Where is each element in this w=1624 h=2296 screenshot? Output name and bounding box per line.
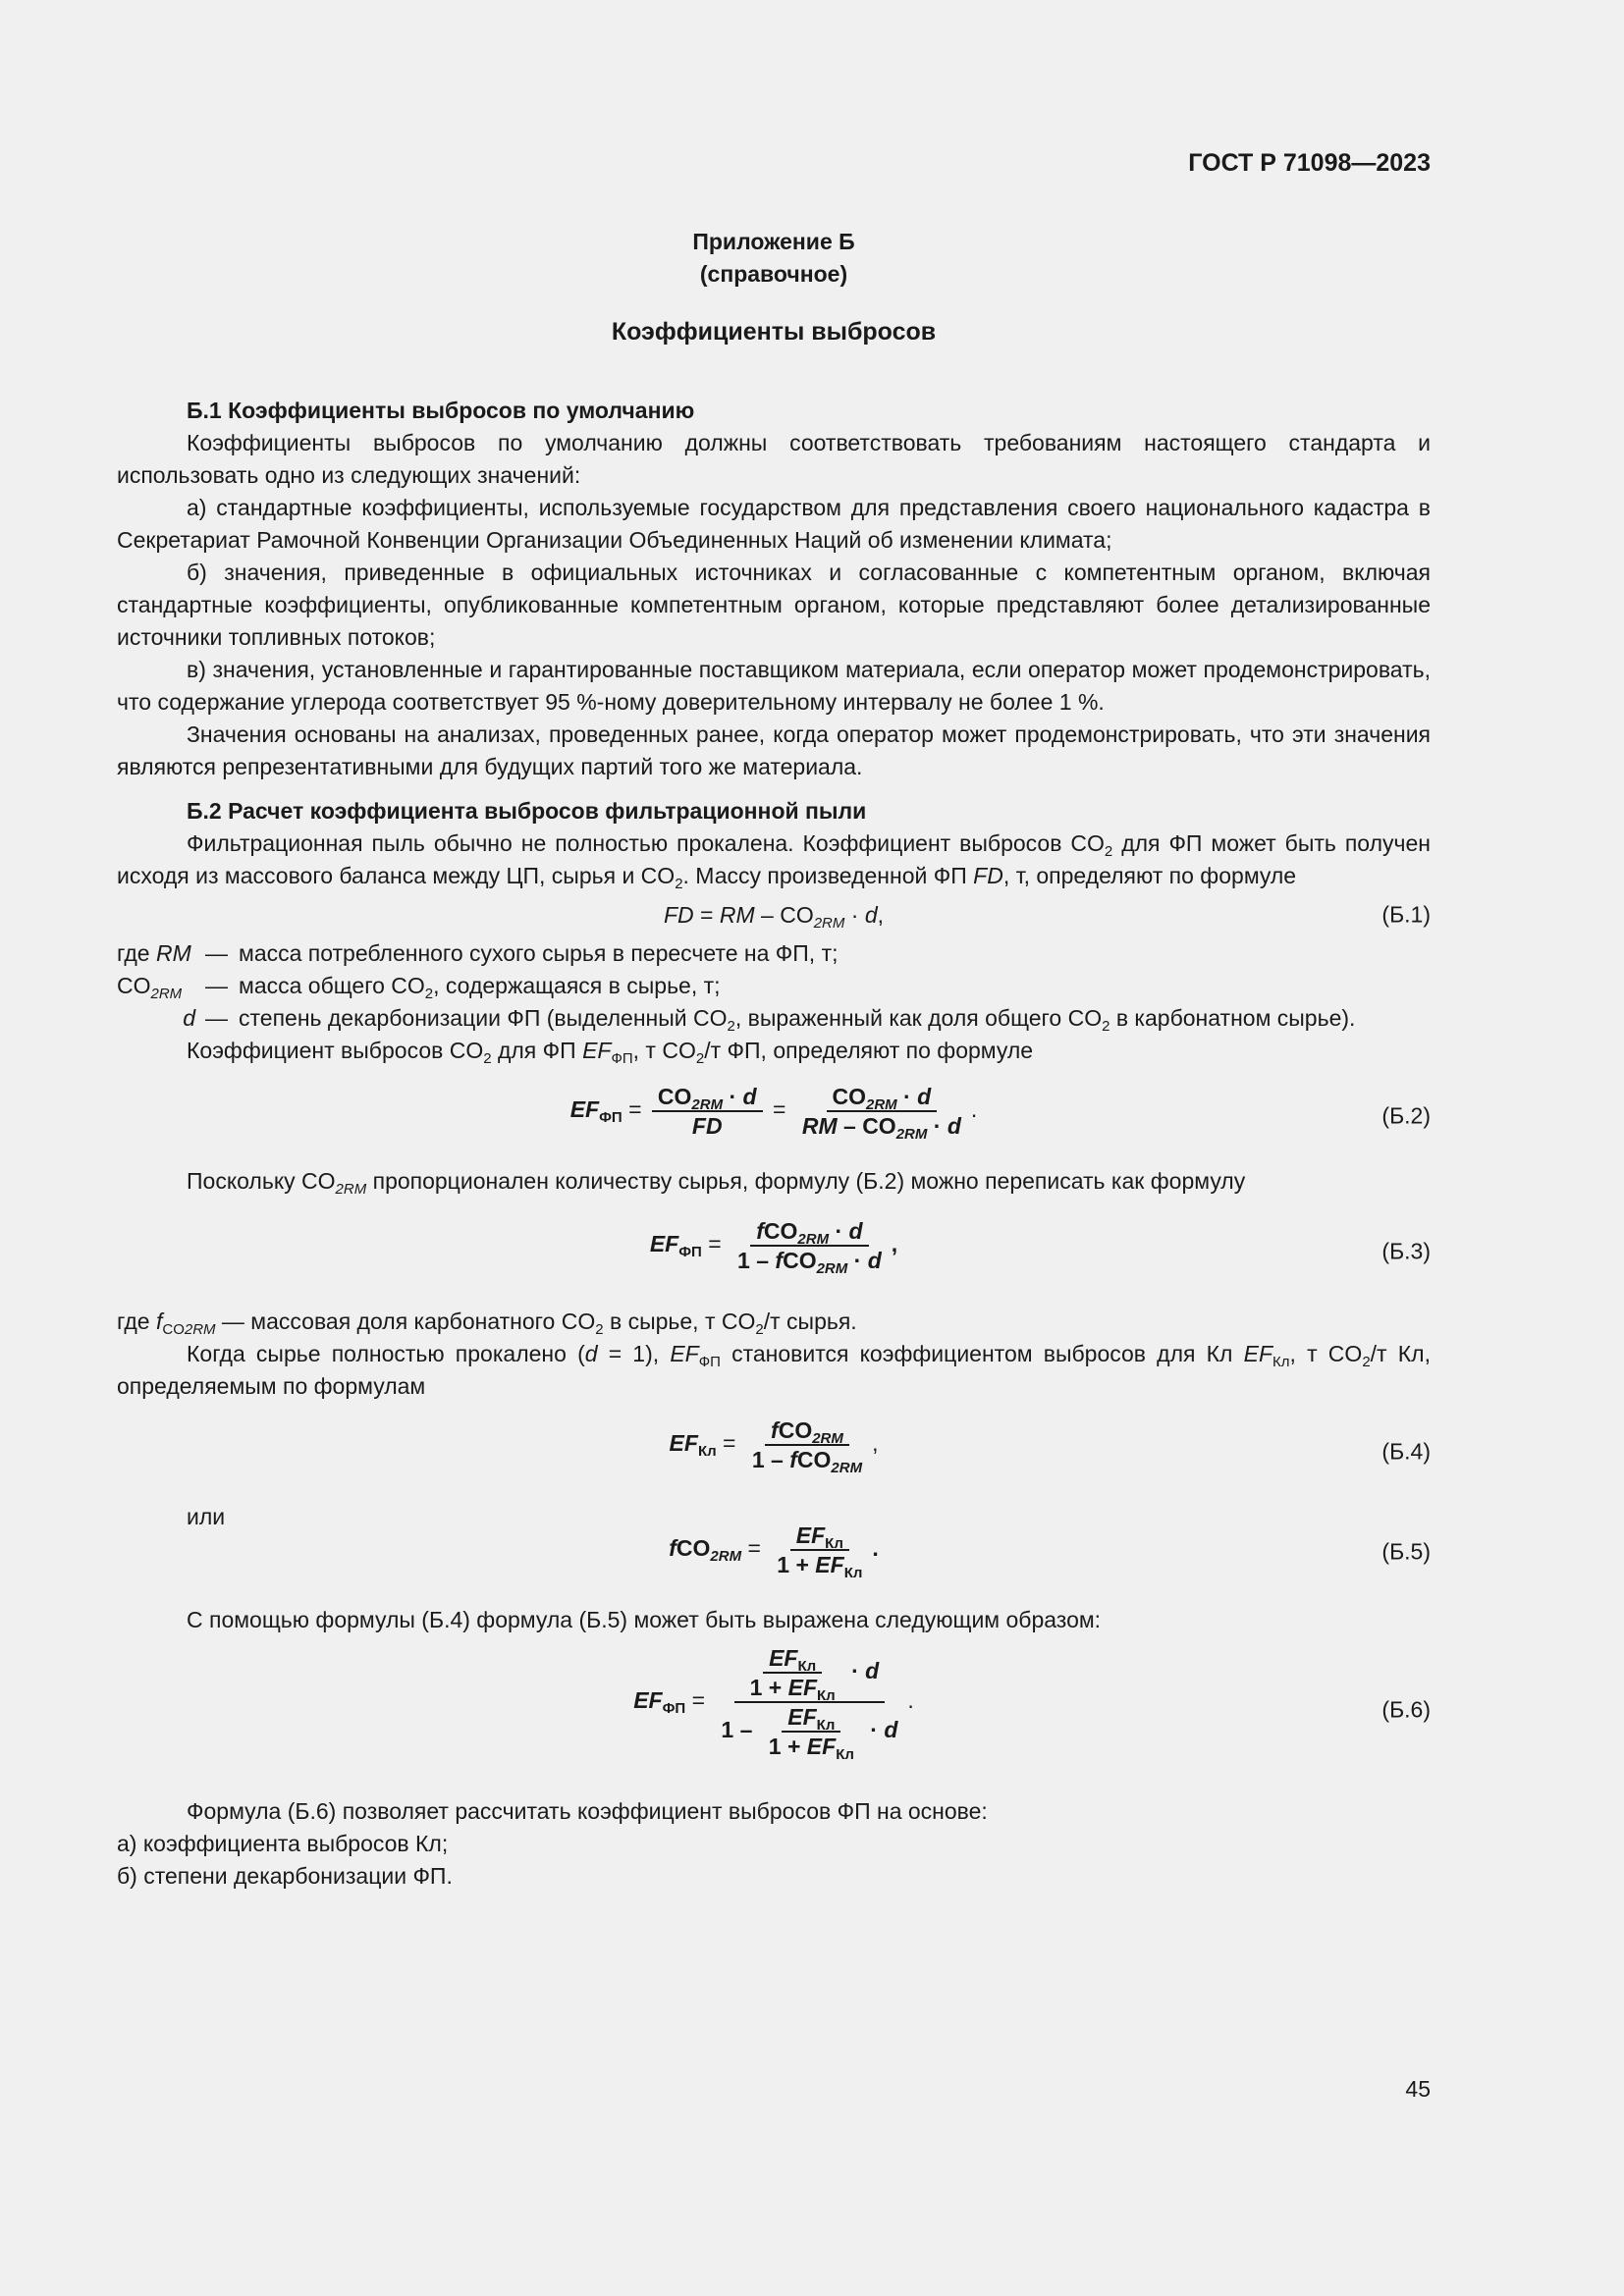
list-item: б) степени декарбонизации ФП.: [117, 1863, 453, 1889]
equation-b4: $EF_{Кл}$ = $\frac{fCO_{2RM}}{1 - fCO_{2RM}}$ , (Б.4): [669, 1417, 1431, 1476]
paragraph: Когда сырье полностью прокалено (d = 1), $EF_{ФП}$ становится коэффициентом выбросов для Кл $EF_{Кл}$, т $CO_2/т$ Кл, определяемым по формулам: [117, 1341, 1431, 1399]
paragraph: или: [187, 1504, 226, 1529]
appendix-title: Коэффициенты выбросов: [611, 318, 937, 346]
equation-number: (Б.6): [1381, 1696, 1431, 1723]
definitions-list: [117, 937, 1431, 1035]
paragraph: Фильтрационная пыль обычно не полностью прокалена. Коэффициент выбросов $CO_2$ для ФП может быть получен исходя из массового баланса между ЦП, сырья и $CO_2$. Массу произведенной ФП FD, т, определяют по формуле: [117, 830, 1431, 892]
fraction: $\frac{CO_{2RM} \cdot d}{RM - CO_{2RM} \cdot d}$: [801, 1084, 961, 1143]
paragraph: Коэффициенты выбросов по умолчанию должны соответствовать требованиям настоящего стандарта и использовать одно из следующих значений:: [117, 430, 1431, 488]
paragraph: Формула (Б.6) позволяет рассчитать коэффициент выбросов ФП на основе:: [187, 1798, 988, 1824]
fraction: $\frac{fCO_{2RM}}{1 - fCO_{2RM}}$: [751, 1417, 863, 1476]
definition-row: $CO_{2RM}$ — масса общего $CO_2$, содержащаяся в сырье, т;: [117, 973, 721, 1002]
fraction: $\frac{EF_{Кл}}{1 + EF_{Кл}}$: [768, 1704, 854, 1763]
paragraph: Поскольку $CO_{2RM}$ пропорционален количеству сырья, формулу (Б.2) можно переписать как формулу: [187, 1168, 1246, 1198]
definition-row: где RM — масса потребленного сухого сырья в пересчете на ФП, т;: [117, 940, 839, 966]
fraction: $\frac{CO_{2RM} \cdot d}{FD}$: [652, 1083, 763, 1140]
list-item: в) значения, установленные и гарантированные поставщиком материала, если оператор может продемонстрировать, что содержание углерода соответствует 95 %-ному доверительному интервалу не более 1 %.: [117, 657, 1431, 715]
equation-number: (Б.2): [1381, 1102, 1431, 1129]
equation-number: (Б.4): [1381, 1438, 1431, 1465]
equation-b5: fCO$_{2RM}$ = $\frac{EF_{Кл}}{1 + EF_{Кл}}$ . (Б.5): [669, 1522, 1431, 1581]
standard-number: ГОСТ Р 71098—2023: [1188, 149, 1431, 177]
appendix-header: [117, 226, 1431, 291]
paragraph: С помощью формулы (Б.4) формула (Б.5) может быть выражена следующим образом:: [187, 1607, 1102, 1632]
body-text: [117, 395, 1431, 1893]
fraction: $\frac{EF_{Кл}}{1 + EF_{Кл}}$: [777, 1522, 863, 1581]
paragraph: где $f_{CO2RM}$ — массовая доля карбонатного $CO_2$ в сырье, т $CO_2/т$ сырья.: [117, 1308, 857, 1338]
equation-b1: FD = RM – $CO_{2RM} \cdot d$, (Б.1): [117, 892, 1431, 937]
equation-number: (Б.5): [1381, 1538, 1431, 1565]
equation-number: (Б.1): [1381, 901, 1431, 928]
equation-b2: $EF_{ФП}$ = $\frac{CO_{2RM} \cdot d}{FD}$ = $\frac{CO_{2RM} \cdot d}{RM - CO_{2RM} \cdot d}$ . (Б.2): [569, 1084, 1431, 1143]
paragraph: Коэффициент выбросов $CO_2$ для ФП $EF_{ФП}$, т $CO_2/т$ ФП, определяют по формуле: [187, 1038, 1034, 1067]
list-item: а) коэффициента выбросов Кл;: [117, 1831, 449, 1856]
section-heading-b1: Б.1 Коэффициенты выбросов по умолчанию: [187, 398, 695, 423]
equation-b3: $EF_{ФП}$ = $\frac{fCO_{2RM} \cdot d}{1 - fCO_{2RM} \cdot d}$ , (Б.3): [649, 1218, 1431, 1277]
section-heading-b2: Б.2 Расчет коэффициента выбросов фильтрационной пыли: [187, 798, 867, 824]
list-item: б) значения, приведенные в официальных источниках и согласованные с компетентным органом, включая стандартные коэффициенты, опубликованные компетентным органом, которые представляют более детализированные источники топливных потоков;: [117, 560, 1431, 650]
paragraph: Значения основаны на анализах, проведенных ранее, когда оператор может продемонстрировать, что эти значения являются репрезентативными для будущих партий того же материала.: [117, 721, 1431, 779]
equation-b6: $EF_{ФП}$ = $\frac{EF_{Кл}}{1 + EF_{Кл}}$ · d 1 – $\frac{EF_{Кл}}{1 + EF_{Кл}}$ · d . (Б.6): [633, 1645, 1431, 1763]
fraction: $\frac{EF_{Кл}}{1 + EF_{Кл}}$ · d 1 – $\frac{EF_{Кл}}{1 + EF_{Кл}}$ · d: [721, 1645, 898, 1763]
fraction: $\frac{EF_{Кл}}{1 + EF_{Кл}}$: [749, 1645, 836, 1704]
definition-row: d — степень декарбонизации ФП (выделенный $CO_2$, выраженный как доля общего $CO_2$ в карбонатном сырье).: [183, 1005, 1356, 1035]
appendix-status: (справочное): [699, 261, 848, 287]
list-item: а) стандартные коэффициенты, используемые государством для представления своего национального кадастра в Секретариат Рамочной Конвенции Организации Объединенных Наций об изменении климата;: [117, 495, 1431, 553]
fraction: $\frac{fCO_{2RM} \cdot d}{1 - fCO_{2RM} \cdot d}$: [737, 1218, 882, 1277]
appendix-label: Приложение Б: [692, 229, 855, 254]
equation-number: (Б.3): [1381, 1238, 1431, 1264]
page-number: 45: [1405, 2076, 1431, 2102]
